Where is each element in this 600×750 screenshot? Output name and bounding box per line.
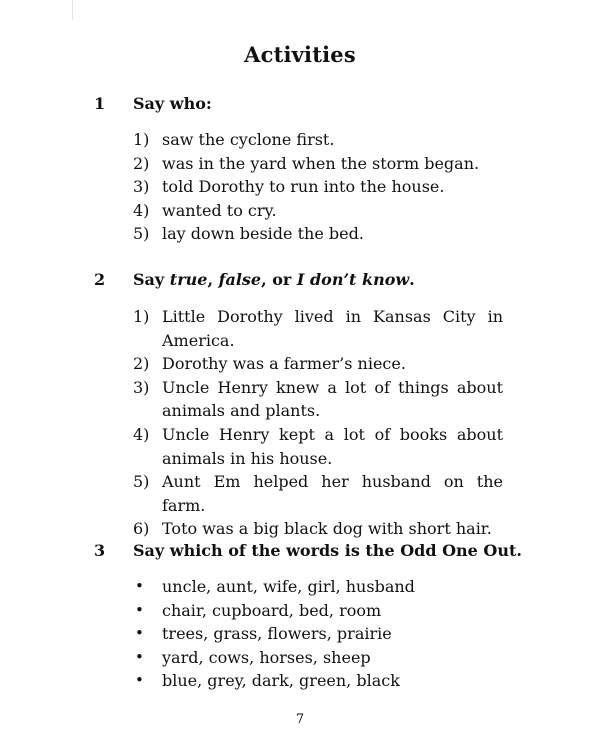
list-item [133,599,503,623]
item-number: 5) [133,224,150,244]
list-item [133,470,503,517]
page-number: 7 [295,712,305,727]
item-number: 6) [133,519,150,539]
list-item [133,517,503,541]
section-heading: Say who: [133,94,212,113]
item-text: Toto was a big black dog with short hair. [162,519,492,539]
item-text: chair, cupboard, bed, room [162,600,382,620]
item-number: 2) [133,354,150,374]
item-text: Dorothy was a farmer’s niece. [162,354,406,374]
list-item [133,376,503,423]
item-number: 1) [133,130,150,149]
item-number: 2) [133,153,150,173]
list-item [133,622,503,646]
list-item [133,199,503,223]
bullet-icon: • [135,577,144,595]
item-text: trees, grass, flowers, prairie [162,624,392,644]
item-number: 3) [133,377,150,397]
list-item [133,352,503,376]
bullet-icon: • [135,647,144,666]
item-text: uncle, aunt, wife, girl, husband [162,577,415,596]
heading-sep: , or [261,270,297,289]
item-text: wanted to cry. [162,200,277,220]
item-text: Aunt Em helped her husband on the farm. [162,472,503,515]
word-group-list [133,575,503,693]
item-text: Little Dorothy lived in Kansas City in America. [162,307,503,350]
section-heading [133,270,415,289]
page-edge-mark [72,0,73,20]
item-text: lay down beside the bed. [162,224,364,244]
heading-sep: , [207,270,219,289]
bullet-icon: • [135,624,144,643]
list-item [133,646,503,670]
statement-list [133,305,503,541]
item-number: 4) [133,200,150,220]
heading-end: . [409,270,415,289]
item-text: told Dorothy to run into the house. [162,177,445,197]
list-item [133,175,503,199]
list-item [133,669,503,693]
bullet-icon: • [135,600,144,619]
heading-true: true [169,270,208,289]
item-text: saw the cyclone first. [162,130,335,149]
section-number: 3 [94,541,106,560]
list-item [133,222,503,246]
section-number: 2 [94,270,106,289]
heading-false: false [218,270,262,289]
item-text: was in the yard when the storm began. [162,153,480,173]
page-title: Activities [244,42,356,67]
item-text: blue, grey, dark, green, black [162,671,400,691]
list-item [133,575,503,599]
item-number: 5) [133,472,150,492]
list-item [133,128,503,152]
bullet-icon: • [135,671,144,690]
item-number: 1) [133,307,150,326]
list-item [133,305,503,352]
section-heading: Say which of the words is the Odd One Out. [133,541,522,560]
item-text: Uncle Henry knew a lot of things about animals and plants. [162,377,503,421]
item-number: 4) [133,424,150,444]
list-item [133,152,503,176]
question-list [133,128,503,246]
item-text: Uncle Henry kept a lot of books about animals in his house. [162,424,503,468]
list-item [133,423,503,470]
item-text: yard, cows, horses, sheep [162,647,371,667]
item-number: 3) [133,177,150,197]
heading-prefix: Say [133,270,170,289]
heading-dont-know: I don’t know [296,270,410,289]
section-number: 1 [94,94,106,113]
